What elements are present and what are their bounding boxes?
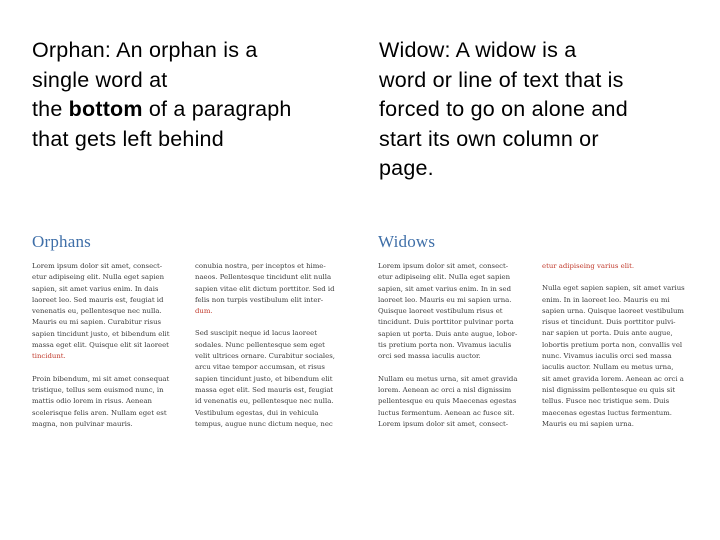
orphan-highlight: dum.	[195, 307, 213, 316]
text-line: sapien urna. Quisque laoreet vestibulum	[542, 306, 684, 315]
widows-column-1	[378, 261, 542, 430]
text-line: Mauris eu mi sapien urna.	[542, 419, 634, 428]
orphans-column-2	[195, 261, 355, 430]
text-line: venenatis eu, pellentesque nec nulla.	[32, 307, 162, 316]
text-line: magna, non pulvinar mauris.	[32, 419, 133, 428]
orphan-def-line-3	[32, 95, 342, 125]
text-line: Sed suscipit neque id lacus laoreet	[195, 329, 317, 338]
text-line: sodales. Nunc pellentesque sem eget	[195, 340, 325, 349]
text-line: etur adipiseing elit. Nulla eget sapien	[378, 273, 511, 282]
orphan-def-bold-word: bottom	[68, 97, 143, 121]
orphan-def-line-4: that gets left behind	[32, 126, 224, 151]
text-line: velit ultrices ornare. Curabitur sociales,	[195, 352, 335, 361]
text-line: pellentesque eu quis Maecenas egestas	[378, 397, 517, 406]
text-line: laoreet leo. Mauris eu mi sapien urna.	[378, 295, 512, 304]
text-line: Vestibulum egestas, dui in vehicula	[195, 408, 319, 417]
orphan-def-line-3-post: of a paragraph	[142, 97, 292, 121]
text-line: lorem. Aenean ac orci a nisl dignissim	[378, 385, 512, 394]
text-line: Proin bibendum, mi sit amet consequat	[32, 374, 170, 383]
text-line: laoreet leo. Sed mauris est, feugiat id	[32, 295, 164, 304]
widow-def-line-2: word or line of text that is	[379, 67, 624, 92]
text-line: orci sed massa iaculis auctor.	[378, 352, 481, 361]
text-line: Nulla eget sapien sapien, sit amet varius	[542, 284, 685, 293]
text-line: lobortis pretium porta non, convallis vel	[542, 340, 683, 349]
text-line: sapien, sit amet varius enim. In in sed	[378, 284, 512, 293]
text-line: felis non turpis vestibulum elit inter-	[195, 295, 324, 304]
widows-column-2	[542, 261, 702, 430]
orphans-column-1	[32, 261, 195, 430]
text-line: Mauris eu mi sapien. Curabitur risus	[32, 318, 162, 327]
orphan-definition	[32, 36, 342, 154]
widow-def-line-5: page.	[379, 156, 434, 180]
text-line: nunc. Vivamus iaculis orci sed massa	[542, 352, 672, 361]
text-line: tellus. Fusce nec tristique sem. Duis	[542, 397, 670, 406]
text-line: massa eget elit. Sed mauris est, feugiat	[195, 385, 334, 394]
text-line: Lorem ipsum dolor sit amet, consect-	[32, 262, 163, 270]
text-line: sit amet gravida lorem. Aenean ac orci a	[542, 374, 684, 383]
text-line: iaculis auctor. Nullam eu metus urna,	[542, 363, 674, 372]
text-line: naeos. Pellentesque tincidunt elit nulla	[195, 273, 332, 282]
text-line: scelerisque felis aren. Nullam eget est	[32, 408, 167, 417]
orphan-def-line-1: Orphan: An orphan is a	[32, 38, 258, 62]
text-line: tincidunt. Duis porttitor pulvinar porta	[378, 318, 514, 327]
text-line: arcu vitae tempor accumsan, et risus	[195, 363, 325, 372]
widow-def-line-1: Widow: A widow is a	[379, 38, 577, 62]
widow-highlight: etur adipiseing varius elit.	[542, 262, 635, 270]
text-line: massa eget elit. Quisque elit sit laoreet	[32, 341, 169, 350]
text-line: enim. In in laoreet leo. Mauris eu mi	[542, 295, 670, 304]
text-line: sapien ut porta. Duis ante augue, lobor-	[378, 329, 518, 338]
widow-def-line-4: start its own column or	[379, 126, 599, 151]
widows-sample	[378, 232, 702, 430]
widows-title: Widows	[378, 232, 436, 251]
text-line: maecenas egestas luctus fermentum.	[542, 408, 672, 417]
orphan-def-line-3-pre: the	[32, 97, 69, 121]
text-line: luctus fermentum. Aenean ac fusce sit.	[378, 408, 515, 417]
orphans-sample	[32, 232, 355, 430]
text-line: tis pretium porta non. Vivamus iaculis	[378, 341, 512, 350]
text-line: risus et tincidunt. Duis porttitor pulvi-	[542, 318, 676, 327]
text-line: Quisque laoreet vestibulum risus et	[378, 307, 503, 316]
text-line: tempus, augue nunc dictum neque, nec	[195, 419, 333, 428]
text-line: Nullam eu metus urna, sit amet gravida	[378, 374, 518, 383]
text-line: sapien tincidunt justo, et bibendum elit	[32, 329, 170, 338]
text-line: nisl dignissim pellentesque eu quis sit	[542, 385, 676, 394]
orphans-title: Orphans	[32, 232, 91, 251]
orphan-highlight: tincidunt.	[32, 352, 66, 361]
text-line: tristique, tellus sem euismod nunc, in	[32, 385, 164, 394]
widow-definition	[379, 36, 689, 184]
widow-def-line-3: forced to go on alone and	[379, 97, 628, 121]
text-line: Lorem ipsum dolor sit amet, consect-	[378, 262, 509, 270]
text-line: Lorem ipsum dolor sit amet, consect-	[378, 419, 509, 428]
text-line: id venenatis eu, pellentesque nec nulla.	[195, 397, 334, 406]
text-line: nar sapien ut porta. Duis ante augue,	[542, 329, 673, 338]
text-line: sapien vitae elit dictum porttitor. Sed id	[195, 284, 335, 293]
text-line: sapien, sit amet varius enim. In dais	[32, 284, 159, 293]
text-line: conubia nostra, per inceptos et hime-	[195, 262, 326, 270]
orphan-def-line-2: single word at	[32, 67, 168, 92]
text-line: mattis odio lorem in risus. Aenean	[32, 397, 152, 406]
text-line: sapien tincidunt justo, et bibendum elit	[195, 374, 333, 383]
text-line: etur adipiseing elit. Nulla eget sapien	[32, 273, 165, 282]
